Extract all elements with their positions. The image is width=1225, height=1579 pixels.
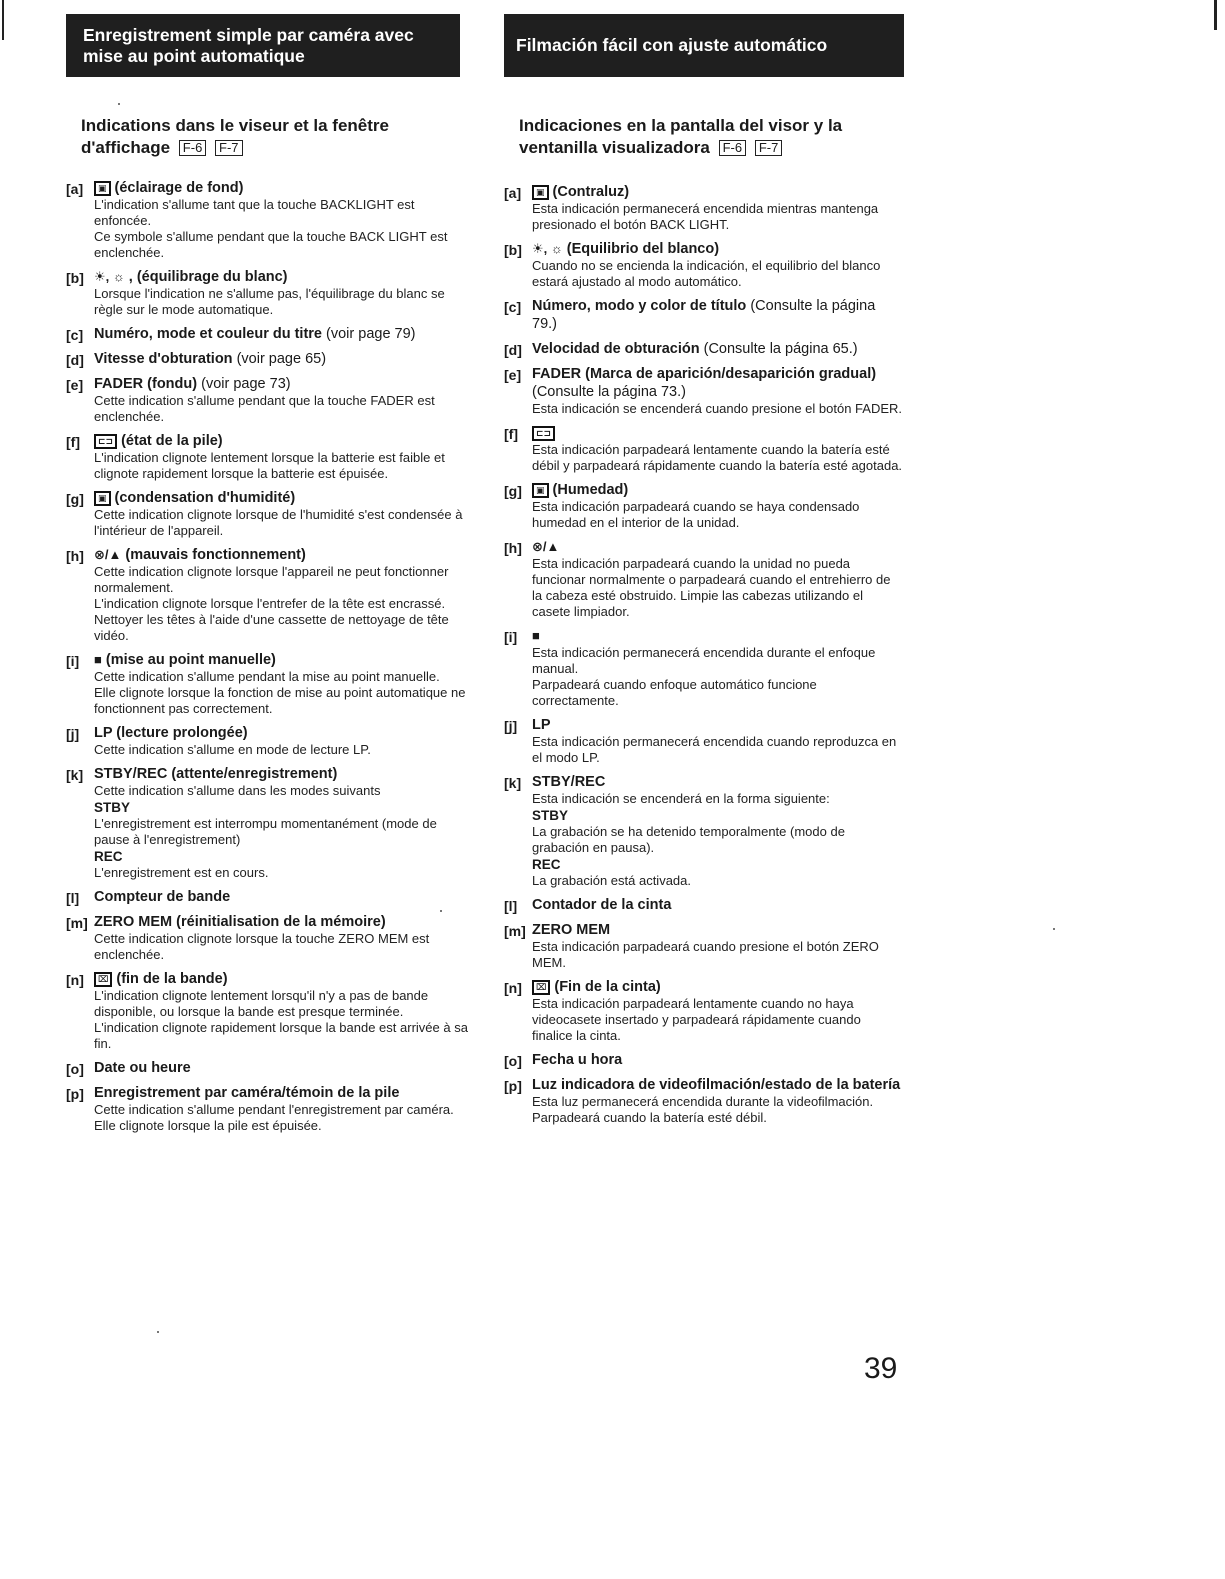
item-title: (fin de la bande) [116,971,228,987]
item-title-line [94,489,470,507]
item-title-line [532,538,904,556]
item-description: Cette indication s'allume en mode de lecture LP. [94,742,371,757]
item-description: Cuando no se encienda la indicación, el equilibrio del blanco estará ajustado al modo automático. [532,258,881,289]
indicator-item [504,240,904,290]
item-title-line [94,724,470,742]
item-description: Esta indicación permanecerá encendida durante el enfoque manual. Parpadeará cuando enfoque automático funcione correctamente. [532,645,876,708]
indicator-item [504,297,904,333]
figure-ref-f6: F-6 [179,140,207,156]
item-title-line [532,1051,904,1069]
item-title-line [532,978,904,996]
indicator-item [66,546,470,644]
item-marker: [c] [504,299,522,315]
item-title: Velocidad de obturación [532,341,700,357]
item-marker: [a] [66,181,84,197]
item-title: Date ou heure [94,1060,191,1076]
scan-speck [118,103,120,105]
item-description: L'indication clignote lentement lorsque la batterie est faible et clignote rapidement lorsque la batterie est épuisée. [94,450,445,481]
item-title-line [532,627,904,645]
item-marker: [f] [504,426,518,442]
item-title: FADER (fondu) [94,376,198,392]
item-description: Esta indicación parpadeará lentamente cuando la batería esté débil y parpadeará rápidamente cuando la batería esté agotada. [532,442,903,473]
item-title: Enregistrement par caméra/témoin de la pile [94,1085,400,1101]
item-title: Numéro, mode et couleur du titre [94,326,322,342]
item-marker: [k] [504,775,522,791]
item-description: Esta indicación permanecerá encendida mientras mantenga presionado el botón BACK LIGHT. [532,201,879,232]
french-banner-line1: Enregistrement simple par caméra avec [83,24,414,45]
indicator-item [504,716,904,766]
indicator-item [504,340,904,358]
item-title-line [532,365,904,401]
item-marker: [p] [66,1086,84,1102]
indicator-item [66,375,470,425]
figure-ref-f6: F-6 [719,140,747,156]
indicator-item [504,773,904,889]
item-marker: [e] [66,377,84,393]
item-description: Esta indicación parpadeará cuando presione el botón ZERO MEM. [532,939,879,970]
item-description: Esta indicación parpadeará lentamente cuando no haya videocasete insertado y parpadeará rápidamente cuando finalice la cinta. [532,996,861,1043]
item-title: (Humedad) [552,482,629,498]
indicator-item [504,1051,904,1069]
item-description: Lorsque l'indication ne s'allume pas, l'équilibrage du blanc se règle sur le mode automatique. [94,286,445,317]
indicator-item [504,896,904,914]
indicator-symbol-icon: ☀, ☼ [532,241,563,256]
mode-label-rec: REC [532,857,561,872]
item-title-line [532,340,904,358]
indicator-item [504,424,904,474]
indicator-item [66,268,470,318]
item-title: STBY/REC (attente/enregistrement) [94,766,338,782]
scan-speck [1053,928,1055,930]
item-description: Esta indicación se encenderá en la forma siguiente: [532,791,830,806]
item-marker: [o] [66,1061,84,1077]
item-title-line [532,1076,904,1094]
item-title: LP [532,717,551,733]
item-description: Cette indication s'allume dans les modes suivants [94,783,381,798]
item-page-reference: (voir page 79) [326,326,416,342]
indicator-item [504,481,904,531]
item-marker: [l] [66,890,80,906]
french-indicator-list [66,179,470,1134]
item-marker: [e] [504,367,522,383]
item-title: ZERO MEM [532,922,611,938]
french-heading-line1: Indications dans le viseur et la fenêtre [81,116,389,135]
spanish-column [504,14,904,1133]
indicator-item [66,913,470,963]
indicator-item [504,183,904,233]
item-title: (Equilibrio del blanco) [566,241,720,257]
mode-label-stby: STBY [532,808,569,823]
indicator-symbol-icon: ▣ [532,185,549,200]
french-section-banner [66,14,460,77]
mode-description: L'enregistrement est interrompu momentanément (mode de pause à l'enregistrement) [94,816,437,847]
indicator-symbol-icon: ▣ [94,181,111,196]
item-title: Compteur de bande [94,889,231,905]
figure-ref-f7: F-7 [755,140,783,156]
item-title: (Contraluz) [552,184,630,200]
item-marker: [h] [504,540,522,556]
item-description: Cette indication clignote lorsque l'appareil ne peut fonctionner normalement. L'indication clignote lorsque l'entrefer de la tête est encrassé. Nettoyer les têtes à l'aide d'une cassette de nettoyage de tête vidéo. [94,564,449,643]
item-marker: [d] [66,352,84,368]
item-title-line [94,970,470,988]
item-title: (condensation d'humidité) [114,490,296,506]
item-title: Vitesse d'obturation [94,351,233,367]
item-description: Esta indicación parpadeará cuando la unidad no pueda funcionar normalmente o parpadeará cuando el entrehierro de la cabeza esté obstruido. Limpie las cabezas utilizando el casete limpiador. [532,556,891,619]
indicator-symbol-icon: ■ [532,628,540,643]
item-title-line [532,716,904,734]
page-number: 39 [864,1352,898,1385]
indicator-symbol-icon: ⌧ [532,980,550,995]
item-marker: [i] [504,629,518,645]
indicator-item [504,921,904,971]
item-marker: [b] [66,270,84,286]
item-title-line [94,1084,470,1102]
item-title-line [532,297,904,333]
item-title-line [532,240,904,258]
item-title: (état de la pile) [121,433,223,449]
item-title-line [94,375,470,393]
item-marker: [i] [66,653,80,669]
item-title-line [94,765,470,783]
item-marker: [l] [504,898,518,914]
item-description: L'indication s'allume tant que la touche BACKLIGHT est enfoncée. Ce symbole s'allume pendant que la touche BACK LIGHT est enclenchée. [94,197,448,260]
french-column [66,14,470,1141]
item-marker: [a] [504,185,522,201]
item-description: Cette indication s'allume pendant l'enregistrement par caméra. Elle clignote lorsque la pile est épuisée. [94,1102,454,1133]
indicator-item [66,970,470,1052]
item-title: Luz indicadora de videofilmación/estado de la batería [532,1077,901,1093]
item-title-line [94,546,470,564]
spanish-heading [519,115,904,159]
item-marker: [f] [66,434,80,450]
figure-ref-f7: F-7 [215,140,243,156]
item-title: (éclairage de fond) [114,180,244,196]
mode-label-rec: REC [94,849,123,864]
indicator-item [66,651,470,717]
item-page-reference: (Consulte la página 73.) [532,384,686,400]
item-title-line [532,773,904,791]
scan-speck [157,1331,159,1333]
item-title: Contador de la cinta [532,897,672,913]
spanish-heading-line1: Indicaciones en la pantalla del visor y la [519,116,843,135]
indicator-item [66,888,470,906]
item-marker: [n] [504,980,522,996]
mode-label-stby: STBY [94,800,131,815]
indicator-symbol-icon: ▣ [532,483,549,498]
french-heading [81,115,470,159]
indicator-item [66,179,470,261]
item-marker: [j] [66,726,80,742]
indicator-symbol-icon: ⊗/▲ [532,539,560,554]
spanish-banner-line1: Filmación fácil con ajuste automático [516,35,828,55]
indicator-symbol-icon: ⊏⊐ [94,434,117,449]
item-marker: [p] [504,1078,522,1094]
item-title-line [94,179,470,197]
item-marker: [m] [504,923,526,939]
item-description: Cette indication clignote lorsque de l'humidité s'est condensée à l'intérieur de l'appareil. [94,507,463,538]
item-title-line [532,921,904,939]
spanish-indicator-list [504,183,904,1126]
item-title: (mise au point manuelle) [105,652,276,668]
indicator-item [66,1059,470,1077]
item-marker: [n] [66,972,84,988]
item-title: (mauvais fonctionnement) [125,547,306,563]
scan-speck [440,910,442,912]
item-marker: [d] [504,342,522,358]
item-marker: [m] [66,915,88,931]
indicator-item [66,325,470,343]
item-title: ZERO MEM (réinitialisation de la mémoire) [94,914,386,930]
item-description: L'indication clignote lentement lorsqu'il n'y a pas de bande disponible, ou lorsque la bande est presque terminée. L'indication clignote rapidement lorsque la bande est arrivée à sa fin. [94,988,468,1051]
item-title-line [94,913,470,931]
spanish-section-banner [504,14,904,77]
item-title-line [94,325,470,343]
item-title-line [94,350,470,368]
item-title-line [532,183,904,201]
item-description: Esta indicación se encenderá cuando presione el botón FADER. [532,401,903,416]
item-page-reference: (voir page 65) [236,351,327,367]
item-description: Esta indicación parpadeará cuando se haya condensado humedad en el interior de la unidad. [532,499,860,530]
indicator-symbol-icon: ☀, ☼ [94,269,125,284]
item-marker: [h] [66,548,84,564]
indicator-symbol-icon: ⊏⊐ [532,426,555,441]
item-title: FADER (Marca de aparición/desaparición gradual) [532,366,877,382]
indicator-item [66,489,470,539]
item-marker: [g] [66,491,84,507]
item-description: Esta luz permanecerá encendida durante la videofilmación. Parpadeará cuando la batería esté débil. [532,1094,874,1125]
item-title: (Fin de la cinta) [554,979,661,995]
item-page-reference: (Consulte la página 79.) [532,298,876,332]
indicator-item [504,1076,904,1126]
item-marker: [c] [66,327,84,343]
item-title-line [532,896,904,914]
indicator-item [66,350,470,368]
scan-edge-mark-left [2,0,4,40]
mode-description: La grabación está activada. [532,873,691,888]
item-page-reference: (Consulte la página 65.) [703,341,858,357]
indicator-symbol-icon: ▣ [94,491,111,506]
item-title: , (équilibrage du blanc) [128,269,288,285]
item-marker: [j] [504,718,518,734]
item-description: Cette indication s'allume pendant la mise au point manuelle. Elle clignote lorsque la fonction de mise au point automatique ne fonctionnent pas correctement. [94,669,466,716]
item-title: Número, modo y color de título [532,298,747,314]
indicator-item [504,627,904,709]
item-title-line [532,481,904,499]
item-title-line [94,268,470,286]
indicator-item [66,1084,470,1134]
indicator-symbol-icon: ■ [94,652,102,667]
indicator-item [504,365,904,417]
indicator-item [66,432,470,482]
item-marker: [b] [504,242,522,258]
spanish-heading-line2: ventanilla visualizadora [519,138,710,157]
item-title-line [94,888,470,906]
item-marker: [k] [66,767,84,783]
item-title-line [532,424,904,442]
indicator-symbol-icon: ⌧ [94,972,112,987]
item-marker: [g] [504,483,522,499]
item-title-line [94,1059,470,1077]
item-title: Fecha u hora [532,1052,623,1068]
indicator-item [66,724,470,758]
indicator-symbol-icon: ⊗/▲ [94,547,122,562]
indicator-item [504,978,904,1044]
item-marker: [o] [504,1053,522,1069]
item-title: LP (lecture prolongée) [94,725,248,741]
scan-edge-mark-right [1214,0,1217,30]
french-banner-line2: mise au point automatique [83,45,305,66]
item-title-line [94,651,470,669]
indicator-item [66,765,470,881]
french-heading-line2: d'affichage [81,138,171,157]
indicator-item [504,538,904,620]
item-description: Cette indication s'allume pendant que la touche FADER est enclenchée. [94,393,435,424]
item-description: Esta indicación permanecerá encendida cuando reproduzca en el modo LP. [532,734,897,765]
mode-description: L'enregistrement est en cours. [94,865,269,880]
item-title: STBY/REC [532,774,606,790]
item-title-line [94,432,470,450]
item-description: Cette indication clignote lorsque la touche ZERO MEM est enclenchée. [94,931,430,962]
mode-description: La grabación se ha detenido temporalmente (modo de grabación en pausa). [532,824,845,855]
item-page-reference: (voir page 73) [201,376,291,392]
